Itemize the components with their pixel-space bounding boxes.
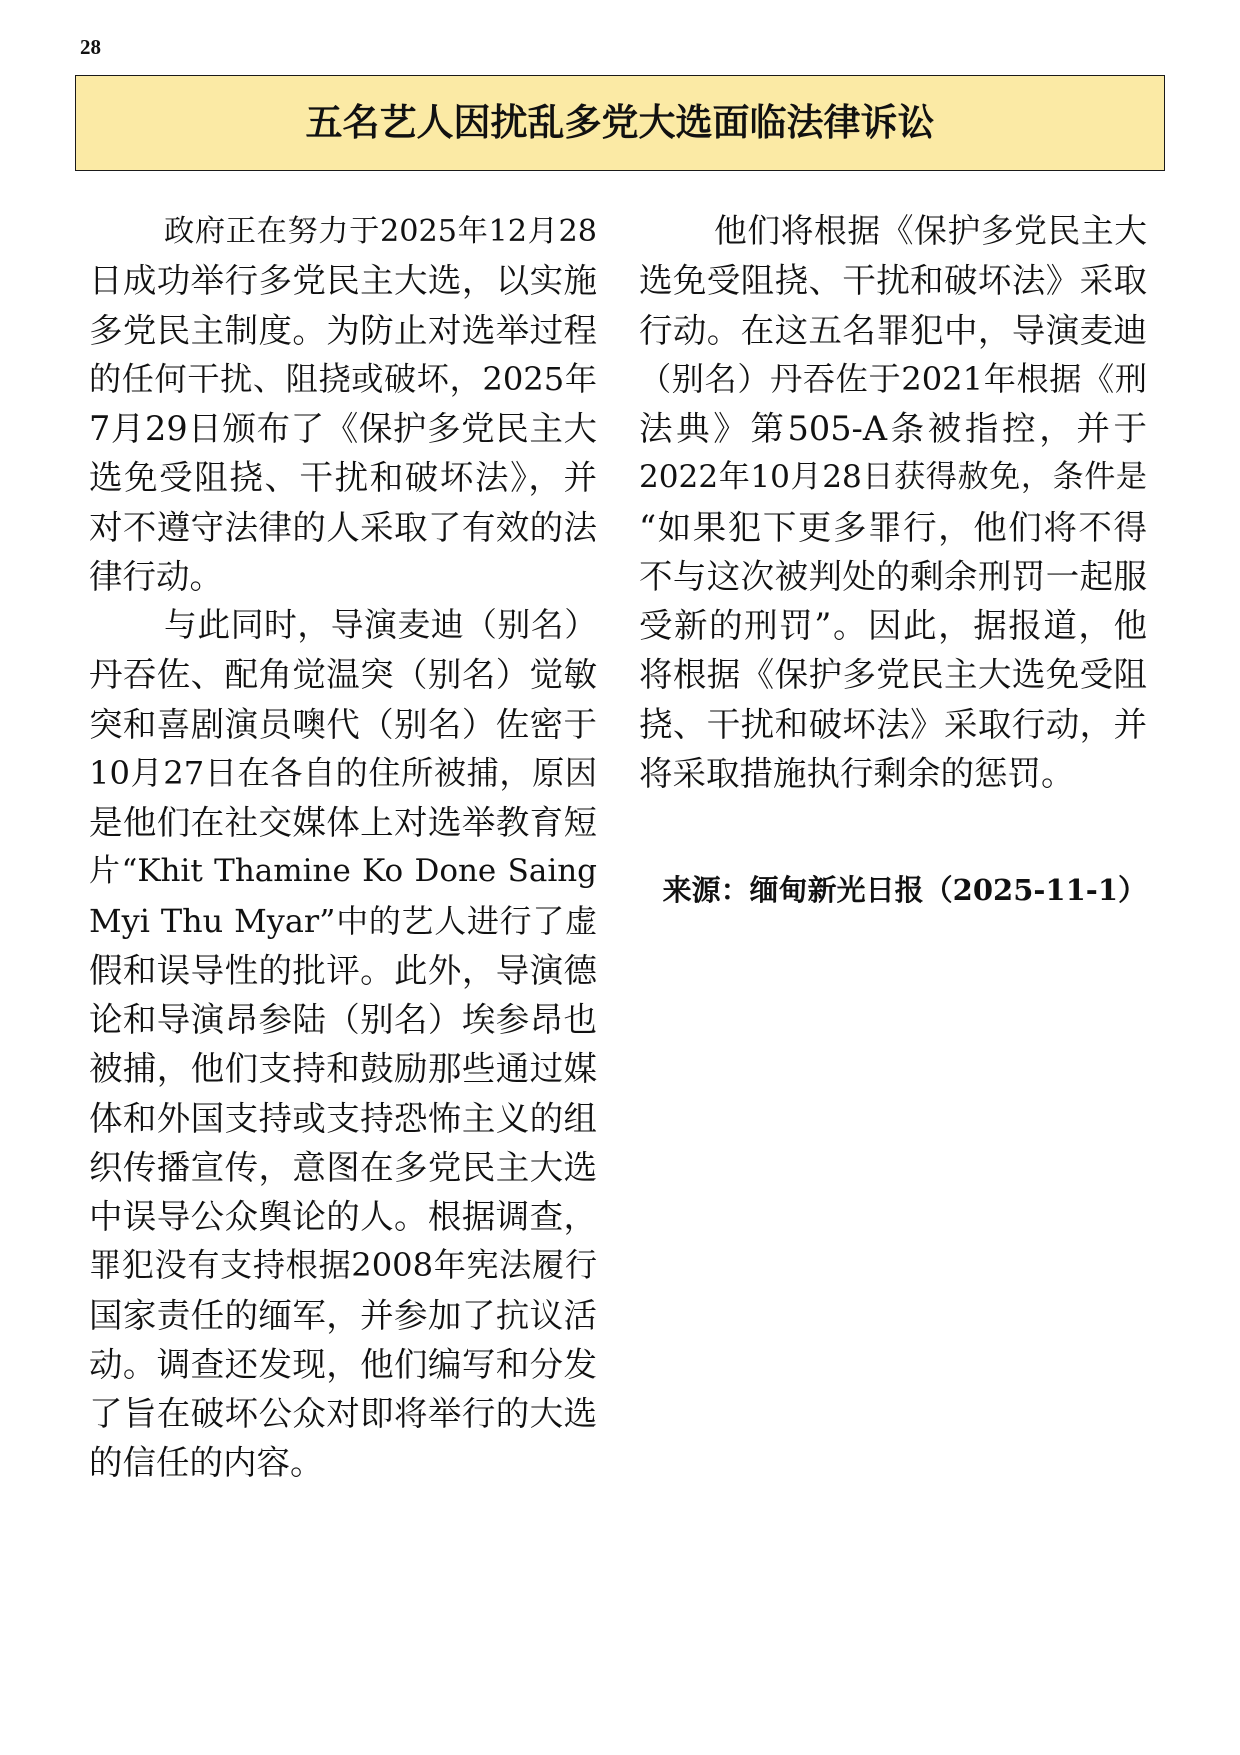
source-credit: 来源：缅甸新光日报（2025-11-1） <box>662 873 1147 907</box>
text-line: 选免受阻挠、干扰和破坏法》，并 <box>89 458 597 498</box>
text-line: 国家责任的缅军，并参加了抗议活 <box>89 1295 597 1335</box>
text-line: 日成功举行多党民主大选，以实施 <box>89 261 597 301</box>
text-line: 选免受阻挠、干扰和破坏法》采取 <box>639 261 1147 301</box>
text-line: 的任何干扰、阻挠或破坏，2025年 <box>89 359 597 398</box>
left-column <box>89 207 597 1488</box>
text-line: 挠、干扰和破坏法》采取行动，并 <box>639 704 1147 744</box>
text-line: 受新的刑罚”。因此，据报道，他 <box>639 606 1147 645</box>
text-line: 7月29日颁布了《保护多党民主大 <box>89 409 597 448</box>
text-line: 多党民主制度。为防止对选举过程 <box>89 310 597 350</box>
text-line: 2022年10月28日获得赦免，条件是 <box>639 459 1147 496</box>
article-title: 五名艺人因扰乱多党大选面临法律诉讼 <box>305 101 935 144</box>
text-line: 罪犯没有支持根据2008年宪法履行 <box>89 1246 597 1285</box>
text-line: 假和误导性的批评。此外，导演德 <box>89 950 597 990</box>
text-line: 将采取措施执行剩余的惩罚。 <box>639 753 1075 793</box>
text-line: Myi Thu Myar”中的艺人进行了虚 <box>89 901 597 940</box>
text-line: 与此同时，导演麦迪（别名） <box>164 606 597 644</box>
text-line: 10月27日在各自的住所被捕，原因 <box>89 753 597 792</box>
paragraph <box>89 207 597 601</box>
title-banner <box>75 75 1165 171</box>
text-line: 突和喜剧演员噢代（别名）佐密于 <box>89 704 597 744</box>
page-number: 28 <box>80 35 101 59</box>
text-line: 对不遵守法律的人采取了有效的法 <box>89 507 597 547</box>
text-line: 织传播宣传，意图在多党民主大选 <box>89 1147 597 1187</box>
text-line: 律行动。 <box>89 556 223 596</box>
text-line: 不与这次被判处的剩余刑罚一起服 <box>639 556 1147 596</box>
text-line: 片“Khit Thamine Ko Done Saing <box>89 853 597 890</box>
text-line: 他们将根据《保护多党民主大 <box>714 212 1147 250</box>
text-line: 丹吞佐、配角觉温突（别名）觉敏 <box>89 655 597 695</box>
text-line: 是他们在社交媒体上对选举教育短 <box>89 803 597 842</box>
text-line: 将根据《保护多党民主大选免受阻 <box>639 655 1147 695</box>
text-line: 体和外国支持或支持恐怖主义的组 <box>89 1098 597 1138</box>
text-line: 被捕，他们支持和鼓励那些通过媒 <box>89 1049 597 1089</box>
text-line: 动。调查还发现，他们编写和分发 <box>89 1344 597 1384</box>
text-line: 了旨在破坏公众对即将举行的大选 <box>89 1394 597 1433</box>
text-line: 中误导公众舆论的人。根据调查， <box>89 1197 597 1236</box>
right-column <box>639 207 1147 798</box>
text-line: 行动。在这五名罪犯中，导演麦迪 <box>639 310 1147 350</box>
text-line: “如果犯下更多罪行，他们将不得 <box>639 507 1147 547</box>
text-line: （别名）丹吞佐于2021年根据《刑 <box>639 359 1147 398</box>
text-line: 法典》第505-A条被指控，并于 <box>639 409 1147 448</box>
text-line: 政府正在努力于2025年12月28 <box>164 214 597 249</box>
text-line: 的信任的内容。 <box>89 1443 324 1483</box>
text-line: 论和导演昂参陆（别名）埃参昂也 <box>89 1000 597 1039</box>
paragraph <box>89 601 597 1488</box>
paragraph <box>639 207 1147 798</box>
